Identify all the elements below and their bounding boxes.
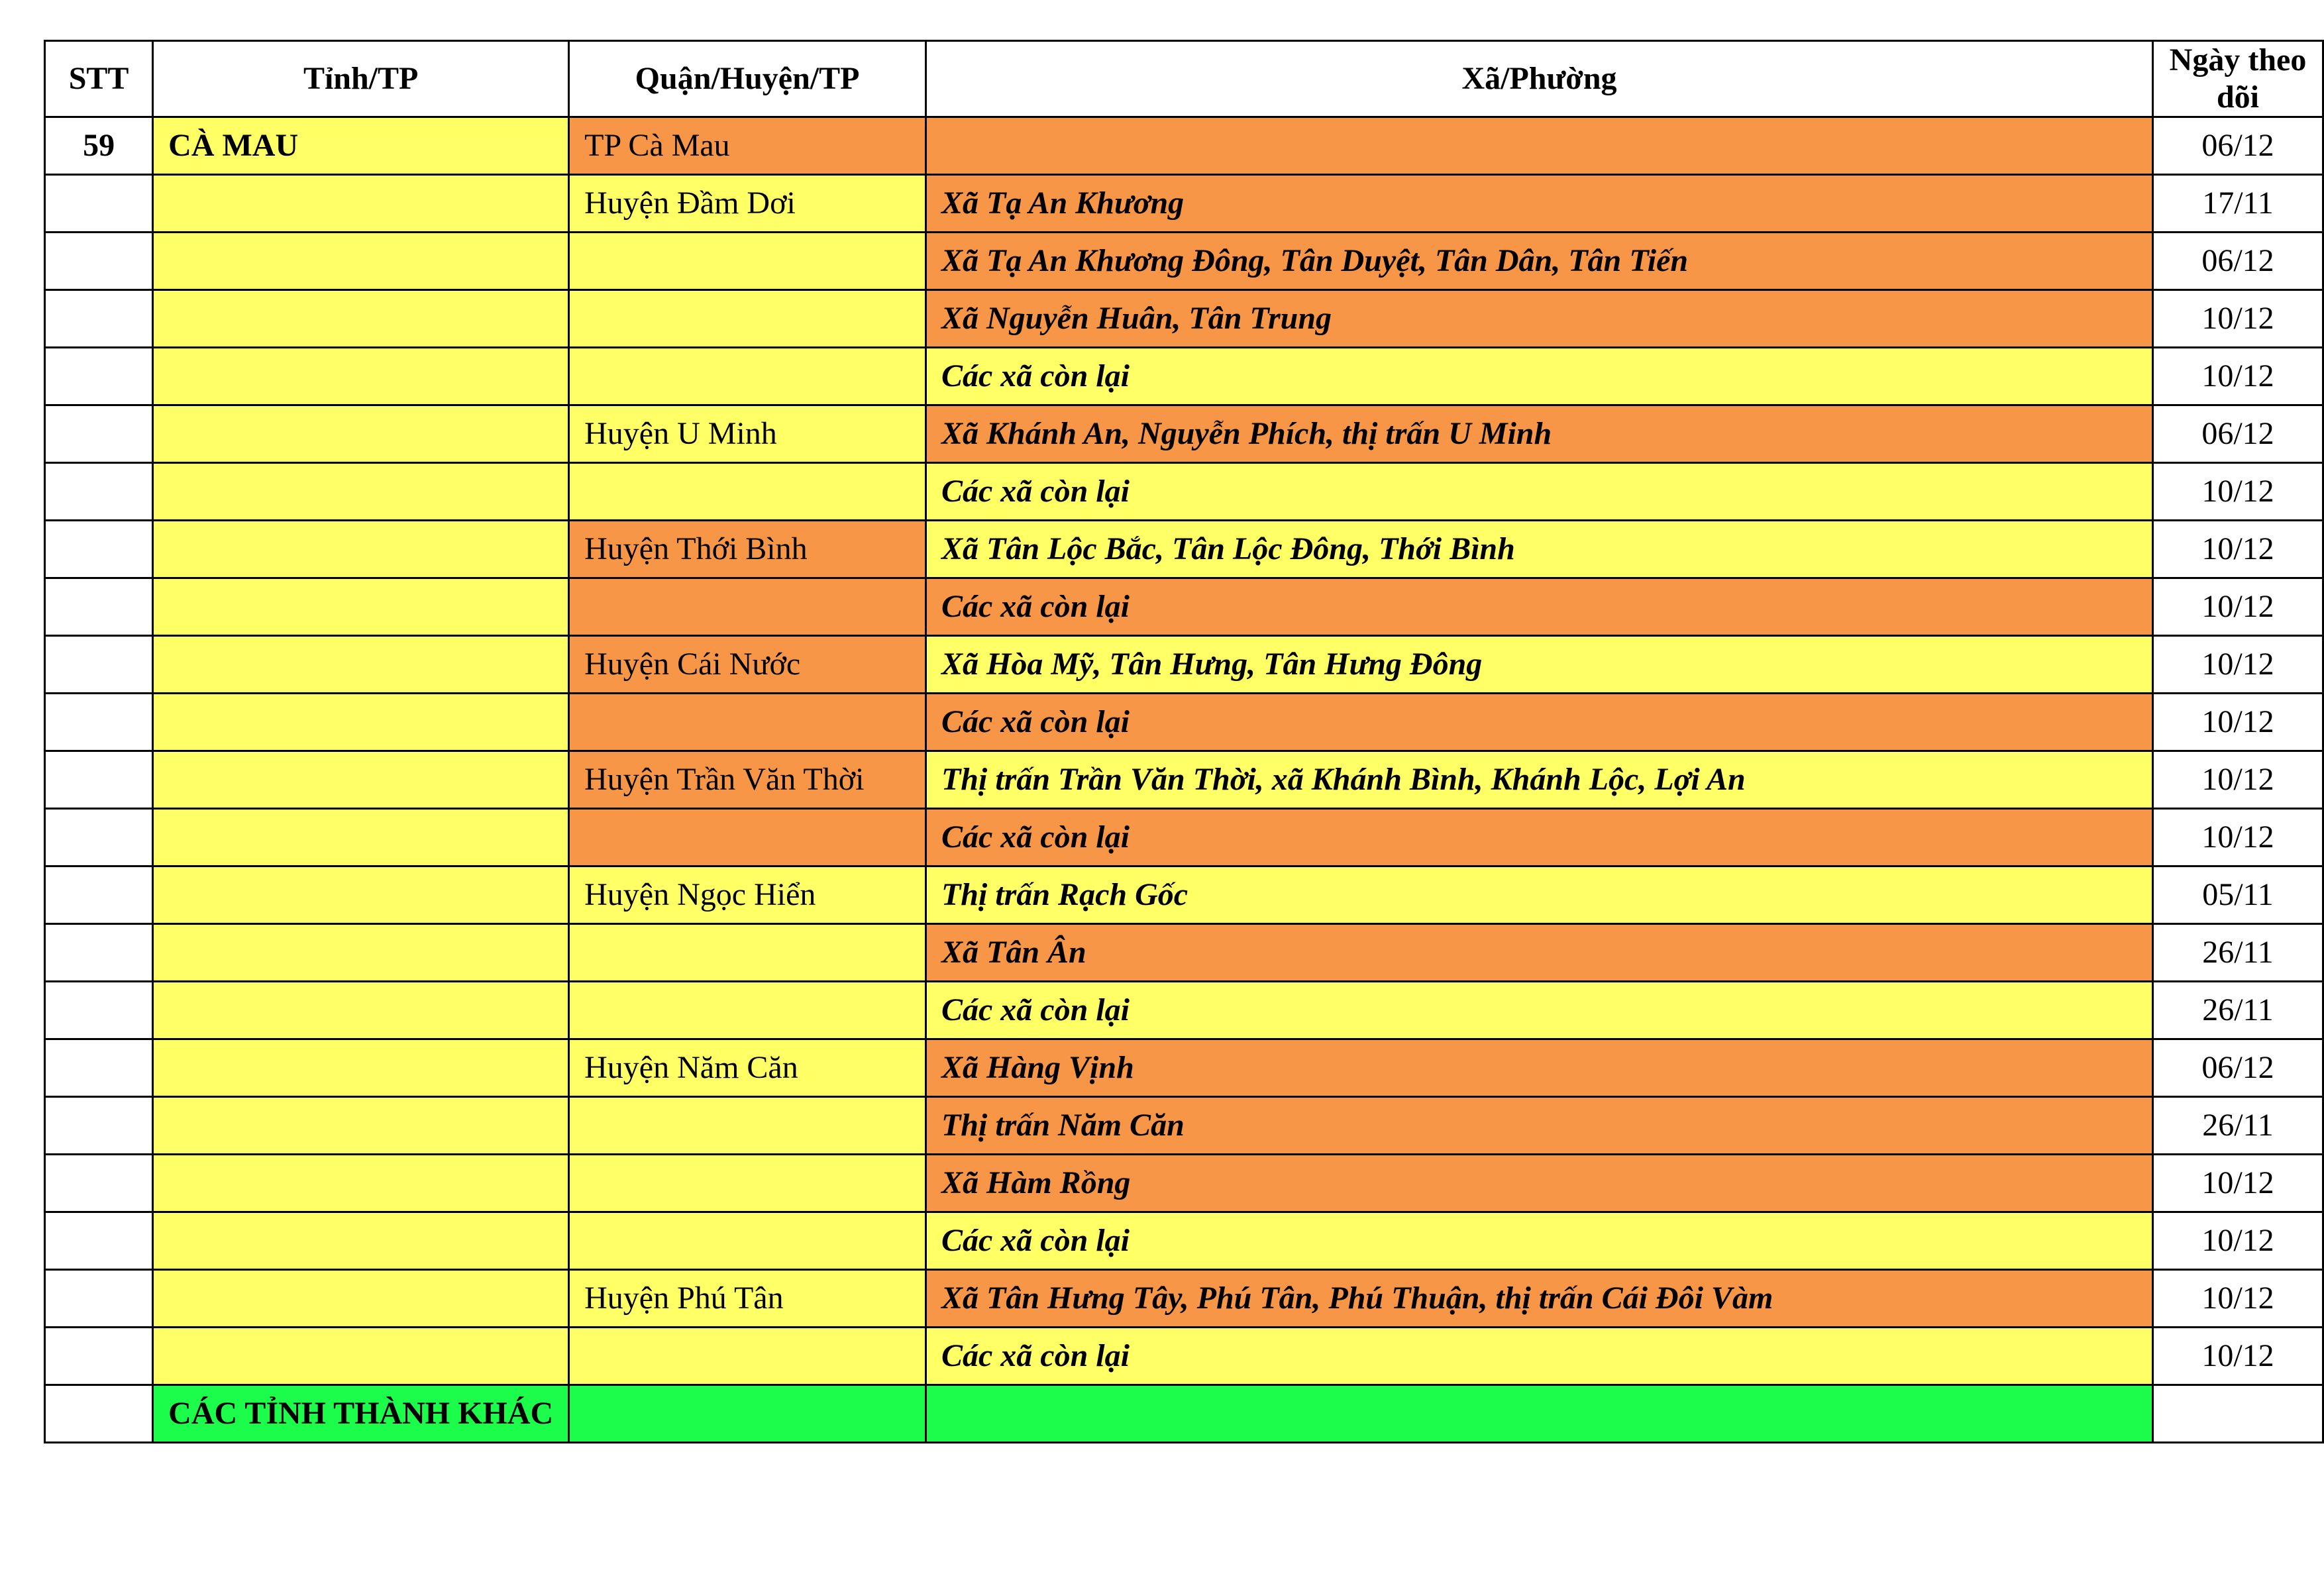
row-commune: Các xã còn lại [925,1212,2152,1270]
row-province [153,405,569,463]
row-stt [45,1385,153,1443]
row-district: Huyện Cái Nước [569,636,926,694]
row-district [569,348,926,405]
row-commune: Xã Khánh An, Nguyễn Phích, thị trấn U Minh [925,405,2152,463]
row-date: 10/12 [2153,1212,2323,1270]
row-date: 10/12 [2153,636,2323,694]
row-district [569,463,926,521]
row-province [153,982,569,1039]
table-row [45,636,2323,694]
header-province: Tỉnh/TP [153,41,569,117]
row-stt [45,1270,153,1328]
row-stt [45,636,153,694]
row-district: Huyện Năm Căn [569,1039,926,1097]
table-row [45,1097,2323,1155]
table-row [45,521,2323,578]
row-district: Huyện U Minh [569,405,926,463]
row-district [569,1328,926,1385]
row-date: 05/11 [2153,866,2323,924]
row-date: 10/12 [2153,1328,2323,1385]
row-commune: Xã Tân Lộc Bắc, Tân Lộc Đông, Thới Bình [925,521,2152,578]
row-province [153,636,569,694]
row-province [153,233,569,290]
table-row [45,233,2323,290]
table-row [45,866,2323,924]
row-date: 26/11 [2153,982,2323,1039]
row-commune: Thị trấn Trần Văn Thời, xã Khánh Bình, Khánh Lộc, Lợi An [925,751,2152,809]
row-commune: Các xã còn lại [925,694,2152,751]
row-district: Huyện Đầm Dơi [569,175,926,233]
header-commune: Xã/Phường [925,41,2152,117]
table-row [45,463,2323,521]
row-district [569,924,926,982]
row-commune: Xã Hòa Mỹ, Tân Hưng, Tân Hưng Đông [925,636,2152,694]
row-province [153,1097,569,1155]
row-district: Huyện Ngọc Hiển [569,866,926,924]
table-row [45,117,2323,175]
row-province [153,1328,569,1385]
row-province [153,1212,569,1270]
table-row-other-provinces [45,1385,2323,1443]
table-row [45,348,2323,405]
table-row [45,1328,2323,1385]
row-district: Huyện Thới Bình [569,521,926,578]
table-row [45,694,2323,751]
row-province [153,1155,569,1212]
row-district [569,1385,926,1443]
row-province [153,1039,569,1097]
row-date: 10/12 [2153,290,2323,348]
row-stt [45,348,153,405]
row-commune: Xã Hàng Vịnh [925,1039,2152,1097]
row-stt [45,1212,153,1270]
row-commune: Xã Tân Ân [925,924,2152,982]
table-row [45,1270,2323,1328]
row-district [569,1097,926,1155]
row-date: 06/12 [2153,117,2323,175]
row-commune: Các xã còn lại [925,463,2152,521]
header-stt: STT [45,41,153,117]
row-date: 17/11 [2153,175,2323,233]
row-stt [45,809,153,866]
row-stt [45,463,153,521]
row-province [153,1270,569,1328]
row-province [153,290,569,348]
row-province: CÀ MAU [153,117,569,175]
table-row [45,1039,2323,1097]
row-stt [45,175,153,233]
row-commune: Các xã còn lại [925,348,2152,405]
row-province [153,866,569,924]
row-commune: Các xã còn lại [925,1328,2152,1385]
row-province [153,521,569,578]
row-province [153,463,569,521]
row-stt [45,1155,153,1212]
row-stt [45,405,153,463]
row-commune: Các xã còn lại [925,578,2152,636]
row-province [153,175,569,233]
row-district: Huyện Trần Văn Thời [569,751,926,809]
table-row [45,809,2323,866]
table-row [45,924,2323,982]
row-stt [45,751,153,809]
row-stt: 59 [45,117,153,175]
row-date: 10/12 [2153,521,2323,578]
row-stt [45,982,153,1039]
row-commune: Xã Tạ An Khương [925,175,2152,233]
row-date: 10/12 [2153,809,2323,866]
row-date: 06/12 [2153,1039,2323,1097]
row-date: 26/11 [2153,924,2323,982]
row-stt [45,694,153,751]
row-commune [925,117,2152,175]
table-row [45,405,2323,463]
row-date: 10/12 [2153,463,2323,521]
table-row [45,982,2323,1039]
row-stt [45,1097,153,1155]
row-commune [925,1385,2152,1443]
row-date: 10/12 [2153,578,2323,636]
row-stt [45,578,153,636]
row-date [2153,1385,2323,1443]
table-row [45,175,2323,233]
row-district [569,1212,926,1270]
row-stt [45,1328,153,1385]
row-province [153,578,569,636]
row-stt [45,290,153,348]
row-date: 26/11 [2153,1097,2323,1155]
row-district: TP Cà Mau [569,117,926,175]
row-district [569,982,926,1039]
row-province: CÁC TỈNH THÀNH KHÁC [153,1385,569,1443]
row-stt [45,924,153,982]
row-district [569,694,926,751]
row-commune: Thị trấn Năm Căn [925,1097,2152,1155]
row-date: 10/12 [2153,751,2323,809]
row-commune: Các xã còn lại [925,982,2152,1039]
row-date: 10/12 [2153,1155,2323,1212]
table-row [45,1155,2323,1212]
row-commune: Xã Tân Hưng Tây, Phú Tân, Phú Thuận, thị trấn Cái Đôi Vàm [925,1270,2152,1328]
row-stt [45,866,153,924]
header-district: Quận/Huyện/TP [569,41,926,117]
tracking-table [44,40,2324,1443]
row-date: 10/12 [2153,694,2323,751]
row-province [153,751,569,809]
row-province [153,694,569,751]
row-date: 10/12 [2153,348,2323,405]
row-district: Huyện Phú Tân [569,1270,926,1328]
row-stt [45,1039,153,1097]
table-row [45,290,2323,348]
row-commune: Xã Nguyễn Huân, Tân Trung [925,290,2152,348]
table-row [45,578,2323,636]
row-province [153,809,569,866]
row-district [569,578,926,636]
row-stt [45,233,153,290]
row-commune: Thị trấn Rạch Gốc [925,866,2152,924]
row-date: 06/12 [2153,233,2323,290]
table-row [45,751,2323,809]
row-province [153,348,569,405]
row-stt [45,521,153,578]
row-date: 06/12 [2153,405,2323,463]
row-commune: Xã Hàm Rồng [925,1155,2152,1212]
header-date: Ngày theo dõi [2153,41,2323,117]
row-commune: Xã Tạ An Khương Đông, Tân Duyệt, Tân Dân, Tân Tiến [925,233,2152,290]
row-province [153,924,569,982]
row-district [569,1155,926,1212]
row-commune: Các xã còn lại [925,809,2152,866]
table-row [45,1212,2323,1270]
header-row [45,41,2323,117]
row-district [569,233,926,290]
row-district [569,809,926,866]
row-date: 10/12 [2153,1270,2323,1328]
row-district [569,290,926,348]
